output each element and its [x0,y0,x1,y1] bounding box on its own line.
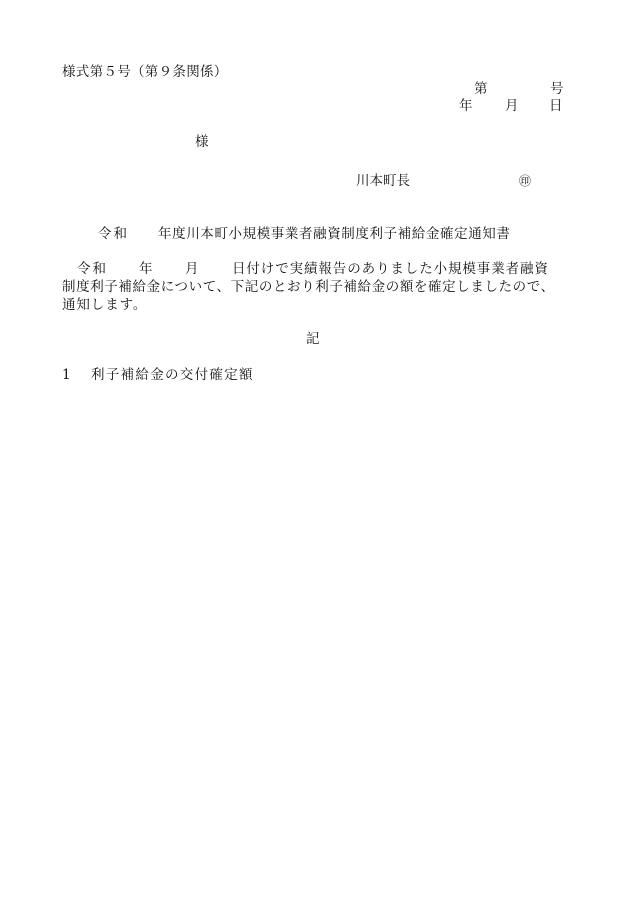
title-era: 令和 [98,226,129,242]
body-text-line-2: 制度利子補給金について、下記のとおり利子補給金の額を確定しましたので、 [62,279,555,295]
date-year-label: 年 [459,98,473,114]
issuer-name: 川本町長 [356,173,410,189]
document-title: 年度川本町小規模事業者融資制度利子補給金確定通知書 [158,226,511,242]
ki-heading: 記 [306,331,320,347]
document-number-prefix: 第 [474,81,488,97]
form-number: 様式第５号（第９条関係） [62,64,228,80]
date-day-label: 日 [549,98,563,114]
body-year-label: 年 [139,261,153,277]
body-text-line-1: 日付けで実績報告のありました小規模事業者融資 [232,261,549,277]
seal-mark: ㊞ [519,174,532,188]
body-era: 令和 [77,261,108,277]
date-month-label: 月 [505,98,519,114]
body-text-line-3: 通知します。 [62,297,148,313]
body-month-label: 月 [185,261,199,277]
item-label: 利子補給金の交付確定額 [91,367,254,383]
addressee-honorific: 様 [195,134,209,150]
document-number-suffix: 号 [550,81,564,97]
item-number: 1 [62,367,71,383]
